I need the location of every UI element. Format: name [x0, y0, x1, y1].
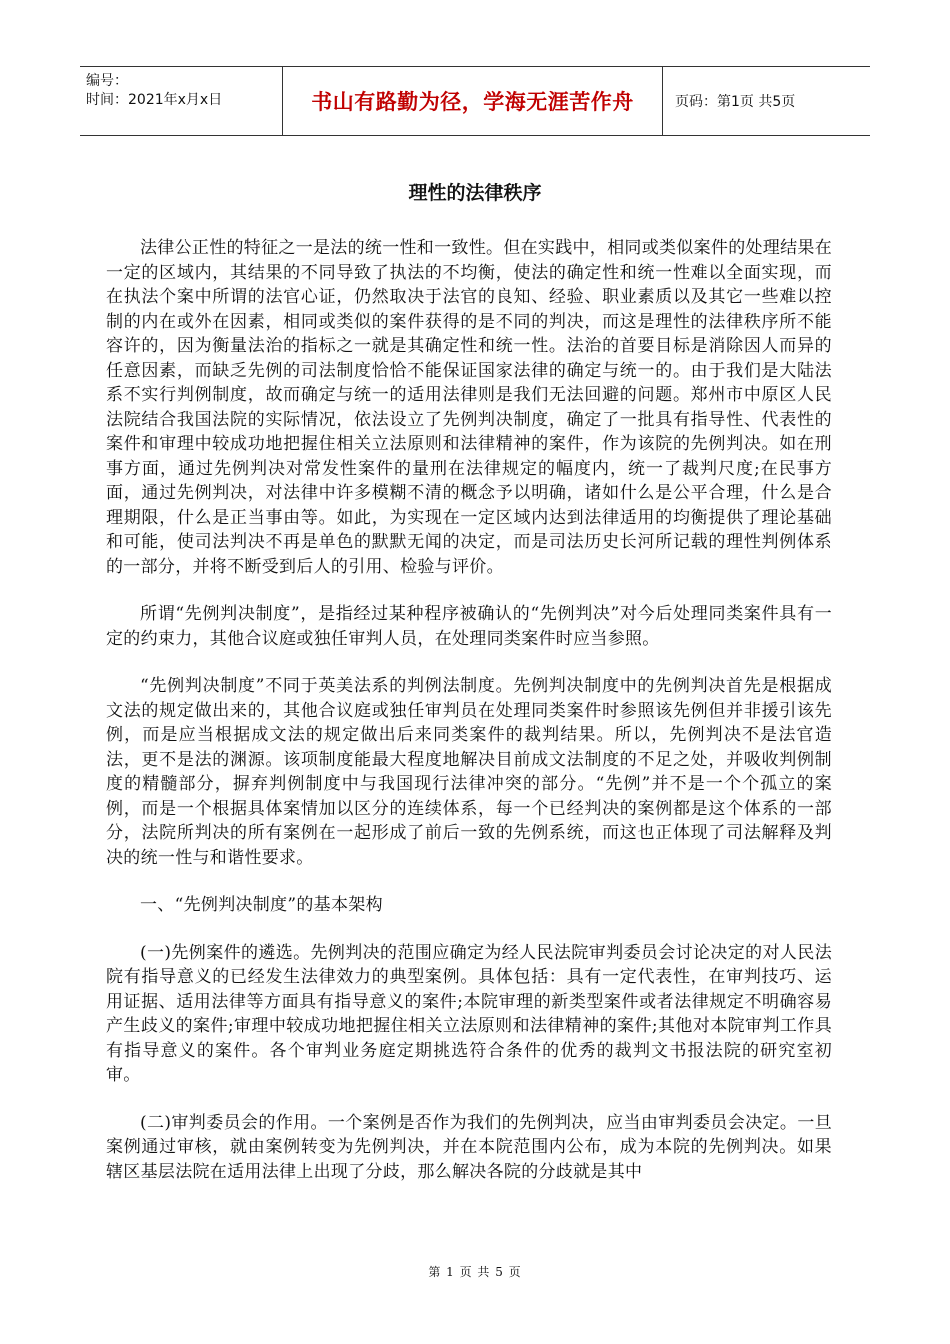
- body-paragraph: “先例判决制度”不同于英美法系的判例法制度。先例判决制度中的先例判决首先是根据成文法的规定做出来的，其他合议庭或独任审判员在处理同类案件时参照该先例但并非援引该先例，而是应当根据成文法的规定做出后来同类案件的裁判结果。所以，先例判决不是法官造法，更不是法的渊源。该项制度能最大程度地解决目前成文法制度的不足之处，并吸收判例制度的精髓部分，摒弃判例制度中与我国现行法律冲突的部分。“先例”并不是一个个孤立的案例，而是一个根据具体案情加以区分的连续体系，每一个已经判决的案例都是这个体系的一部分，法院所判决的所有案例在一起形成了前后一致的先例系统，而这也正体现了司法解释及判决的统一性与和谐性要求。: [106, 676, 832, 868]
- page-footer: 第 1 页 共 5 页: [428, 1265, 522, 1279]
- body-paragraph: (一)先例案件的遴选。先例判决的范围应确定为经人民法院审判委员会讨论决定的对人民法院有指导意义的已经发生法律效力的典型案例。具体包括：具有一定代表性，在审判技巧、运用证据、适用法律等方面具有指导意义的案件;本院审理的新类型案件或者法律规定不明确容易产生歧义的案件;审理中较成功地把握住相关立法原则和法律精神的案件;其他对本院审判工作具有指导意义的案件。各个审判业务庭定期挑选符合条件的优秀的裁判文书报法院的研究室初审。: [106, 942, 832, 1085]
- document-title: 理性的法律秩序: [408, 182, 542, 204]
- body-paragraph: 法律公正性的特征之一是法的统一性和一致性。但在实践中，相同或类似案件的处理结果在一定的区域内，其结果的不同导致了执法的不均衡，使法的确定性和统一性难以全面实现，而在执法个案中所谓的法官心证，仍然取决于法官的良知、经验、职业素质以及其它一些难以控制的内在或外在因素，相同或类似的案件获得的是不同的判决，而这是理性的法律秩序所不能容许的，因为衡量法治的指标之一就是其确定性和统一性。法治的首要目标是消除因人而异的任意因素，而缺乏先例的司法制度恰恰不能保证国家法律的确定与统一的。由于我们是大陆法系不实行判例制度，故而确定与统一的适用法律则是我们无法回避的问题。郑州市中原区人民法院结合我国法院的实际情况，依法设立了先例判决制度，确定了一批具有指导性、代表性的案件和审理中较成功地把握住相关立法原则和法律精神的案件，作为该院的先例判决。如在刑事方面，通过先例判决对常发性案件的量刑在法律规定的幅度内，统一了裁判尺度;在民事方面，通过先例判决，对法律中许多模糊不清的概念予以明确，诸如什么是公平合理，什么是合理期限，什么是正当事由等。如此，为实现在一定区域内达到法律适用的均衡提供了理论基础和可能，使司法判决不再是单色的默默无闻的决定，而是司法历史长河所记载的理性判例体系的一部分，并将不断受到后人的引用、检验与评价。: [106, 238, 832, 577]
- header-page-info: 页码：第1页 共5页: [675, 94, 796, 110]
- document-body: [106, 236, 832, 1184]
- document-number-label: 编号：: [86, 73, 128, 89]
- page-header: [80, 66, 870, 136]
- header-motto: 书山有路勤为径，学海无涯苦作舟: [283, 67, 663, 135]
- section-heading: 一、“先例判决制度”的基本架构: [140, 895, 383, 915]
- body-paragraph: (二)审判委员会的作用。一个案例是否作为我们的先例判决，应当由审判委员会决定。一旦案例通过审核，就由案例转变为先例判决，并在本院范围内公布，成为本院的先例判决。如果辖区基层法院在适用法律上出现了分歧，那么解决各院的分歧就是其中: [106, 1112, 832, 1182]
- body-paragraph: 所谓“先例判决制度”，是指经过某种程序被确认的“先例判决”对今后处理同类案件具有一定的约束力，其他合议庭或独任审判人员，在处理同类案件时应当参照。: [106, 604, 832, 649]
- document-date-label: 时间：2021年x月x日: [86, 92, 223, 108]
- header-meta: [80, 67, 283, 135]
